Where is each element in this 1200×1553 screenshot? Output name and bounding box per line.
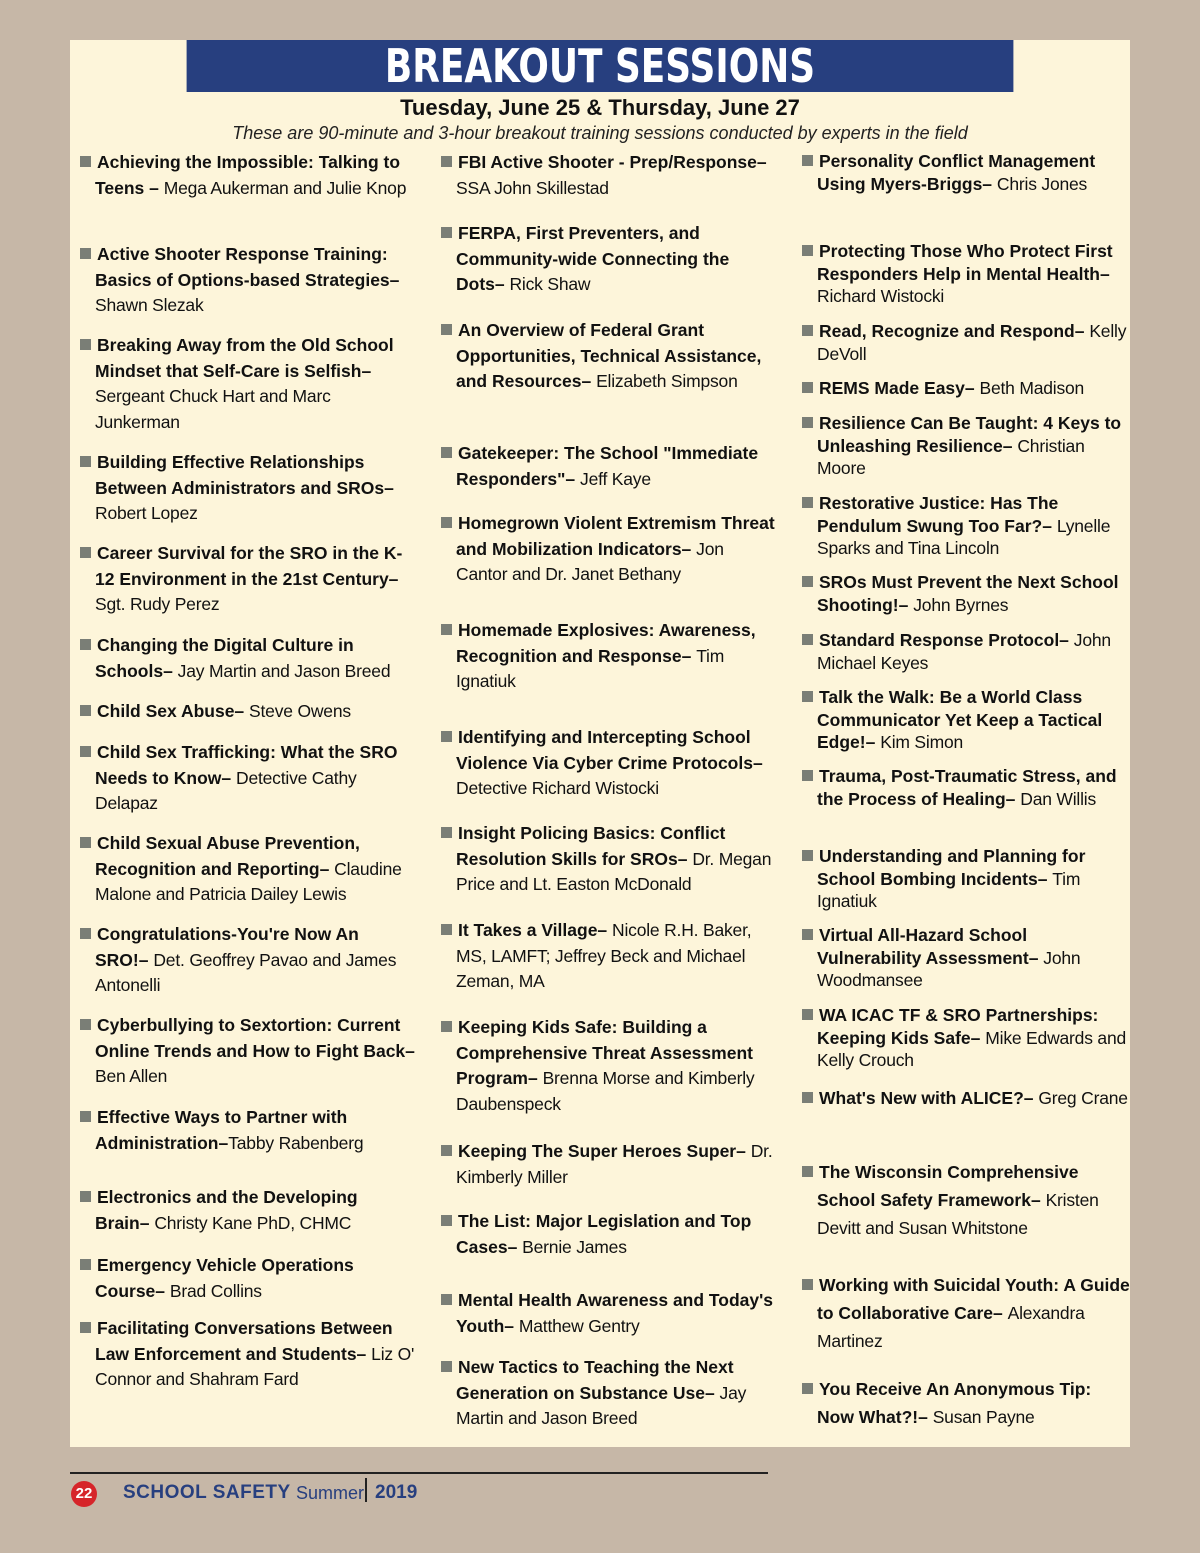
session-item xyxy=(80,1316,415,1393)
session-speaker: John Michael Keyes xyxy=(817,630,1111,673)
bullet-square-icon xyxy=(441,324,452,335)
session-speaker: Sgt. Rudy Perez xyxy=(95,594,220,614)
bullet-square-icon xyxy=(802,576,813,587)
session-title: Building Effective Relationships Between Administrators and SROs– xyxy=(95,452,394,498)
session-item xyxy=(802,571,1132,616)
session-item xyxy=(80,541,415,618)
bullet-square-icon xyxy=(802,770,813,781)
session-title: Restorative Justice: Has The Pendulum Swung Too Far?– xyxy=(817,493,1059,536)
bullet-square-icon xyxy=(802,497,813,508)
session-item xyxy=(441,511,776,588)
session-speaker: Tim Ignatiuk xyxy=(456,645,725,691)
session-item xyxy=(441,221,776,298)
bullet-square-icon xyxy=(802,382,813,393)
session-title: Personality Conflict Management Using Myers-Briggs– xyxy=(817,151,1096,194)
session-item xyxy=(802,1004,1132,1072)
session-item xyxy=(441,150,776,201)
session-speaker: Bernie James xyxy=(522,1236,627,1257)
session-speaker: Elizabeth Simpson xyxy=(596,371,738,391)
session-speaker: Robert Lopez xyxy=(95,503,198,523)
session-title: Cyberbullying to Sextortion: Current Online Trends and How to Fight Back– xyxy=(95,1015,415,1061)
bullet-square-icon xyxy=(441,624,452,635)
session-title: Virtual All-Hazard School Vulnerability Assessment– xyxy=(817,925,1044,968)
session-item xyxy=(441,1015,776,1117)
bullet-square-icon xyxy=(802,325,813,336)
session-title: Homegrown Violent Extremism Threat and Mobilization Indicators– xyxy=(456,513,775,559)
session-title: SROs Must Prevent the Next School Shooting!– xyxy=(817,572,1119,615)
session-speaker: Dan Willis xyxy=(1020,788,1097,809)
session-title: Emergency Vehicle Operations Course– xyxy=(95,1255,354,1301)
session-item xyxy=(80,1105,415,1156)
session-item xyxy=(80,740,415,817)
session-item xyxy=(802,686,1132,754)
session-speaker: Brad Collins xyxy=(169,1280,262,1301)
session-item xyxy=(80,633,415,684)
session-item xyxy=(802,1271,1132,1355)
session-item xyxy=(802,1158,1132,1242)
bullet-square-icon xyxy=(802,155,813,166)
bullet-square-icon xyxy=(80,1322,91,1333)
session-item xyxy=(80,333,415,435)
footer-divider xyxy=(365,1478,367,1502)
session-item xyxy=(441,1139,776,1190)
bullet-square-icon xyxy=(802,245,813,256)
session-item xyxy=(802,150,1132,195)
session-item xyxy=(802,240,1132,308)
bullet-square-icon xyxy=(802,417,813,428)
session-speaker: John Byrnes xyxy=(913,594,1009,615)
session-speaker: Det. Geoffrey Pavao and James Antonelli xyxy=(95,949,397,995)
bullet-square-icon xyxy=(441,1145,452,1156)
session-item xyxy=(441,318,776,395)
bullet-square-icon xyxy=(441,227,452,238)
session-speaker: Mega Aukerman and Julie Knop xyxy=(163,177,407,198)
magazine-name: SCHOOL SAFETY xyxy=(123,1482,291,1503)
session-item xyxy=(441,618,776,695)
session-speaker: SSA John Skillestad xyxy=(456,177,609,198)
session-title: Electronics and the Developing Brain– xyxy=(95,1187,358,1233)
session-title: Child Sex Abuse– xyxy=(97,701,250,721)
bullet-square-icon xyxy=(441,517,452,528)
session-item xyxy=(80,699,415,725)
bullet-square-icon xyxy=(441,827,452,838)
bullet-square-icon xyxy=(80,837,91,848)
session-speaker: Christy Kane PhD, CHMC xyxy=(154,1212,352,1233)
session-speaker: Steve Owens xyxy=(249,701,351,721)
session-speaker: Alexandra Martinez xyxy=(817,1303,1085,1351)
session-item xyxy=(802,320,1132,365)
bullet-square-icon xyxy=(80,1259,91,1270)
session-speaker: Kim Simon xyxy=(880,732,964,752)
session-item xyxy=(80,150,415,201)
session-speaker: Susan Payne xyxy=(932,1407,1035,1427)
session-title: You Receive An Anonymous Tip: Now What?!– xyxy=(817,1379,1092,1427)
session-item xyxy=(80,1185,415,1236)
bullet-square-icon xyxy=(802,1383,813,1394)
bullet-square-icon xyxy=(802,634,813,645)
bullet-square-icon xyxy=(80,639,91,650)
session-item xyxy=(80,1013,415,1090)
session-speaker: Greg Crane xyxy=(1038,1088,1128,1108)
session-title: The List: Major Legislation and Top Cases– xyxy=(456,1211,752,1257)
session-title: Gatekeeper: The School "Immediate Responders"– xyxy=(456,443,759,489)
session-title: Homemade Explosives: Awareness, Recognition and Response– xyxy=(456,620,756,666)
session-item xyxy=(802,412,1132,480)
session-title: Achieving the Impossible: Talking to Teens – xyxy=(95,152,401,198)
bullet-square-icon xyxy=(441,156,452,167)
bullet-square-icon xyxy=(80,248,91,259)
session-title: Child Sex Trafficking: What the SRO Needs to Know– xyxy=(95,742,398,788)
session-speaker: Detective Cathy Delapaz xyxy=(95,767,357,813)
session-title: Protecting Those Who Protect First Responders Help in Mental Health– xyxy=(817,241,1113,284)
bullet-square-icon xyxy=(441,1294,452,1305)
bullet-square-icon xyxy=(802,929,813,940)
session-title: Resilience Can Be Taught: 4 Keys to Unleashing Resilience– xyxy=(817,413,1122,456)
session-item xyxy=(802,1375,1132,1431)
bullet-square-icon xyxy=(80,339,91,350)
session-dates: Tuesday, June 25 & Thursday, June 27 xyxy=(400,95,800,120)
footer-rule xyxy=(70,1472,768,1474)
session-item xyxy=(802,765,1132,810)
issue-season: Summer xyxy=(296,1483,365,1503)
session-speaker: Dr. Megan Price and Lt. Easton McDonald xyxy=(456,848,772,894)
page-number: 22 xyxy=(71,1481,97,1507)
session-speaker: Sergeant Chuck Hart and Marc Junkerman xyxy=(95,386,331,432)
session-item xyxy=(441,1288,776,1339)
session-title: Breaking Away from the Old School Mindset that Self-Care is Selfish– xyxy=(95,335,394,381)
session-title: Changing the Digital Culture in Schools– xyxy=(95,635,354,681)
bullet-square-icon xyxy=(80,456,91,467)
bullet-square-icon xyxy=(802,1092,813,1103)
session-speaker: Richard Wistocki xyxy=(817,286,945,306)
bullet-square-icon xyxy=(80,547,91,558)
session-item xyxy=(80,922,415,999)
session-speaker: Claudine Malone and Patricia Dailey Lewis xyxy=(95,858,402,904)
session-title: Active Shooter Response Training: Basics of Options-based Strategies– xyxy=(95,244,400,290)
bullet-square-icon xyxy=(802,850,813,861)
bullet-square-icon xyxy=(802,1009,813,1020)
session-item xyxy=(441,918,776,995)
session-speaker: Jon Cantor and Dr. Janet Bethany xyxy=(456,538,724,584)
session-item xyxy=(80,1253,415,1304)
bullet-square-icon xyxy=(441,1215,452,1226)
session-title: Trauma, Post-Traumatic Stress, and the Process of Healing– xyxy=(817,766,1117,809)
session-speaker: Lynelle Sparks and Tina Lincoln xyxy=(817,515,1111,558)
session-speaker: Tim Ignatiuk xyxy=(817,868,1081,911)
session-title: Understanding and Planning for School Bombing Incidents– xyxy=(817,846,1086,889)
bullet-square-icon xyxy=(80,1191,91,1202)
session-item xyxy=(802,377,1132,400)
session-title: Effective Ways to Partner with Administration– xyxy=(95,1107,348,1153)
session-title: It Takes a Village– xyxy=(458,920,613,940)
session-speaker: Tabby Rabenberg xyxy=(228,1132,364,1153)
bullet-square-icon xyxy=(802,1279,813,1290)
bullet-square-icon xyxy=(80,746,91,757)
session-item xyxy=(802,845,1132,913)
session-speaker: Nicole R.H. Baker, MS, LAMFT; Jeffrey Beck and Michael Zeman, MA xyxy=(456,920,752,991)
session-title: Identifying and Intercepting School Violence Via Cyber Crime Protocols– xyxy=(456,727,763,773)
bullet-square-icon xyxy=(80,928,91,939)
session-speaker: Kristen Devitt and Susan Whitstone xyxy=(817,1190,1099,1238)
session-item xyxy=(802,924,1132,992)
session-title: FERPA, First Preventers, and Community-wide Connecting the Dots– xyxy=(456,223,730,294)
bullet-square-icon xyxy=(441,924,452,935)
session-item xyxy=(441,1209,776,1260)
session-item xyxy=(441,725,776,802)
session-title: Congratulations-You're Now An SRO!– xyxy=(95,924,359,970)
session-title: WA ICAC TF & SRO Partnerships: Keeping Kids Safe– xyxy=(817,1005,1099,1048)
session-speaker: Ben Allen xyxy=(95,1066,168,1086)
bullet-square-icon xyxy=(80,1111,91,1122)
page-subtitle: These are 90-minute and 3-hour breakout training sessions conducted by experts in the field xyxy=(232,123,968,143)
session-speaker: Kelly DeVoll xyxy=(817,321,1127,364)
bullet-square-icon xyxy=(441,1361,452,1372)
session-speaker: Jeff Kaye xyxy=(580,468,651,489)
session-item xyxy=(441,821,776,898)
session-title: Insight Policing Basics: Conflict Resolution Skills for SROs– xyxy=(456,823,726,869)
session-item xyxy=(441,1355,776,1432)
session-item xyxy=(80,450,415,527)
bullet-square-icon xyxy=(802,691,813,702)
bullet-square-icon xyxy=(80,156,91,167)
session-title: The Wisconsin Comprehensive School Safety Framework– xyxy=(817,1162,1079,1210)
session-title: Working with Suicidal Youth: A Guide to Collaborative Care– xyxy=(817,1275,1130,1323)
session-title: Talk the Walk: Be a World Class Communicator Yet Keep a Tactical Edge!– xyxy=(817,687,1103,752)
session-speaker: Brenna Morse and Kimberly Daubenspeck xyxy=(456,1068,755,1114)
issue-year: 2019 xyxy=(375,1482,418,1503)
session-item xyxy=(80,831,415,908)
session-title: Mental Health Awareness and Today's Youth– xyxy=(456,1290,774,1336)
session-title: Facilitating Conversations Between Law Enforcement and Students– xyxy=(95,1318,393,1364)
bullet-square-icon xyxy=(441,1021,452,1032)
session-title: Keeping Kids Safe: Building a Comprehensive Threat Assessment Program– xyxy=(456,1017,753,1088)
session-title: FBI Active Shooter - Prep/Response– xyxy=(458,152,767,172)
session-speaker: Rick Shaw xyxy=(509,274,591,294)
session-title: REMS Made Easy– xyxy=(819,378,980,398)
session-speaker: John Woodmansee xyxy=(817,947,1081,990)
session-title: Keeping The Super Heroes Super– xyxy=(458,1141,751,1161)
bullet-square-icon xyxy=(441,447,452,458)
session-title: Read, Recognize and Respond– xyxy=(819,321,1090,341)
page-title: BREAKOUT SESSIONS xyxy=(187,40,1014,92)
session-speaker: Detective Richard Wistocki xyxy=(456,778,659,798)
session-item xyxy=(80,242,415,319)
session-title: What's New with ALICE?– xyxy=(819,1088,1039,1108)
session-title: New Tactics to Teaching the Next Generation on Substance Use– xyxy=(456,1357,734,1403)
session-speaker: Christian Moore xyxy=(817,435,1085,478)
session-title: Career Survival for the SRO in the K-12 Environment in the 21st Century– xyxy=(95,543,403,589)
bullet-square-icon xyxy=(802,1166,813,1177)
session-speaker: Mike Edwards and Kelly Crouch xyxy=(817,1027,1127,1070)
bullet-square-icon xyxy=(441,731,452,742)
session-speaker: Dr. Kimberly Miller xyxy=(456,1141,773,1187)
bullet-square-icon xyxy=(80,1019,91,1030)
session-speaker: Jay Martin and Jason Breed xyxy=(456,1382,747,1428)
session-item xyxy=(802,492,1132,560)
session-title: Child Sexual Abuse Prevention, Recognition and Reporting– xyxy=(95,833,360,879)
session-speaker: Chris Jones xyxy=(996,173,1088,194)
session-title: An Overview of Federal Grant Opportunities, Technical Assistance, and Resources– xyxy=(456,320,762,391)
session-speaker: Liz O' Connor and Shahram Fard xyxy=(95,1343,415,1389)
session-item xyxy=(802,1087,1132,1110)
session-speaker: Beth Madison xyxy=(979,378,1085,398)
bullet-square-icon xyxy=(80,705,91,716)
session-speaker: Shawn Slezak xyxy=(95,295,204,315)
session-item xyxy=(441,441,776,492)
session-item xyxy=(802,629,1132,674)
session-speaker: Jay Martin and Jason Breed xyxy=(177,660,391,681)
session-title: Standard Response Protocol– xyxy=(819,630,1074,650)
session-speaker: Matthew Gentry xyxy=(518,1315,640,1336)
